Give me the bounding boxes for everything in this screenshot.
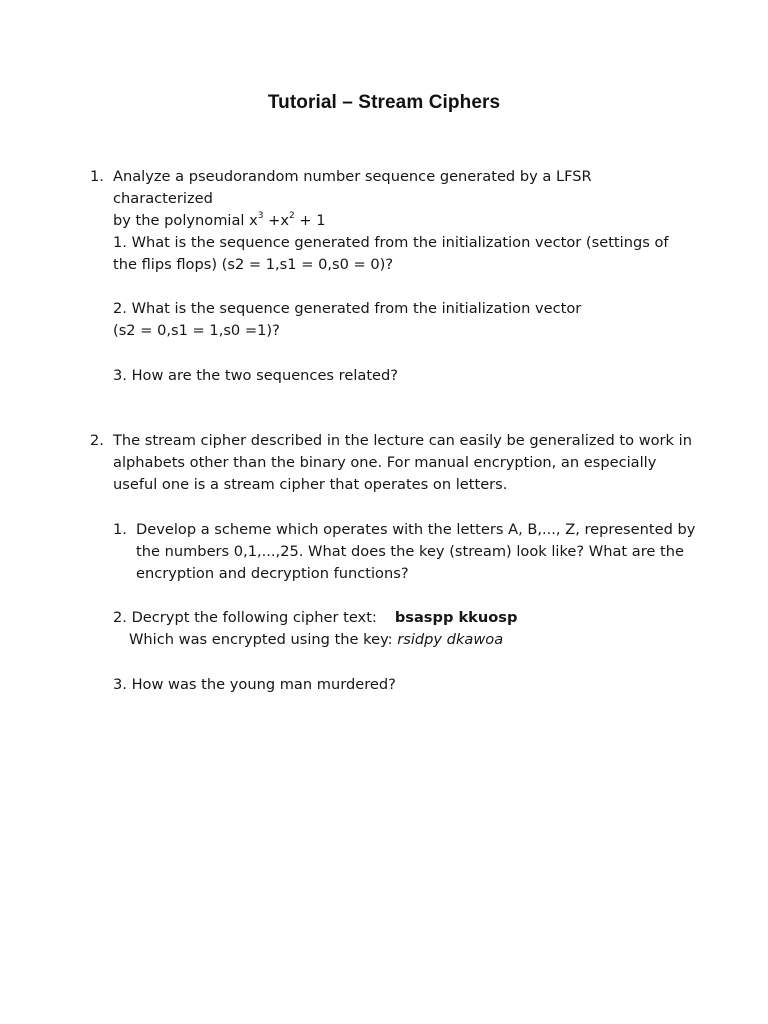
- cipher-text-prompt: 2. Decrypt the following cipher text:: [113, 609, 377, 626]
- question-2-line-2: alphabets other than the binary one. For manual encryption, an especially: [113, 454, 657, 471]
- polynomial-suffix: + 1: [294, 212, 326, 229]
- question-1-text: [113, 166, 693, 232]
- question-2-sub-2-line-1: [113, 607, 693, 629]
- question-1-sub-2-line-2: (s2 = 0,s1 = 1,s0 =1)?: [113, 322, 280, 339]
- polynomial-exponent-1: 3: [257, 211, 264, 222]
- question-2-line-1: The stream cipher described in the lecture can easily be generalized to work in: [113, 432, 692, 449]
- question-2-sub-3: 3. How was the young man murdered?: [113, 676, 396, 693]
- question-2-text: [113, 430, 693, 496]
- question-2-sub-1-number: 1.: [113, 521, 127, 538]
- key-prompt: Which was encrypted using the key:: [129, 631, 393, 648]
- question-1-sub-1-line-1: 1. What is the sequence generated from the initialization vector (settings of: [113, 234, 669, 251]
- question-1-sub-2-line-1: 2. What is the sequence generated from the initialization vector: [113, 300, 582, 317]
- question-2-number: 2.: [90, 432, 104, 449]
- question-2-sub-2-line-2: [113, 629, 693, 651]
- polynomial-exponent-2: 2: [288, 211, 295, 222]
- page-title: Tutorial – Stream Ciphers: [267, 92, 501, 113]
- question-1-sub-2: [113, 298, 693, 342]
- cipher-text: bsaspp kkuosp: [394, 609, 518, 626]
- key-text: rsidpy dkawoa: [397, 631, 504, 648]
- question-2-line-3: useful one is a stream cipher that operates on letters.: [113, 476, 508, 493]
- question-2-sub-1-line-2: the numbers 0,1,...,25. What does the key (stream) look like? What are the: [136, 543, 684, 560]
- question-1-number: 1.: [90, 168, 104, 185]
- polynomial-mid: +x: [263, 212, 289, 229]
- question-2-sub-1-line-1: Develop a scheme which operates with the letters A, B,..., Z, represented by: [136, 521, 696, 538]
- question-1-sub-1: [113, 232, 693, 276]
- question-1-line-2: [113, 210, 693, 232]
- polynomial-prefix: by the polynomial x: [113, 212, 258, 229]
- question-2-sub-1: [136, 519, 696, 585]
- question-1-sub-1-line-2: the flips flops) (s2 = 1,s1 = 0,s0 = 0)?: [113, 256, 394, 273]
- question-2-sub-1-line-3: encryption and decryption functions?: [136, 565, 409, 582]
- question-1-line-1: Analyze a pseudorandom number sequence generated by a LFSR characterized: [113, 168, 592, 207]
- question-2-sub-2: [113, 607, 693, 651]
- question-1-sub-3: 3. How are the two sequences related?: [113, 367, 399, 384]
